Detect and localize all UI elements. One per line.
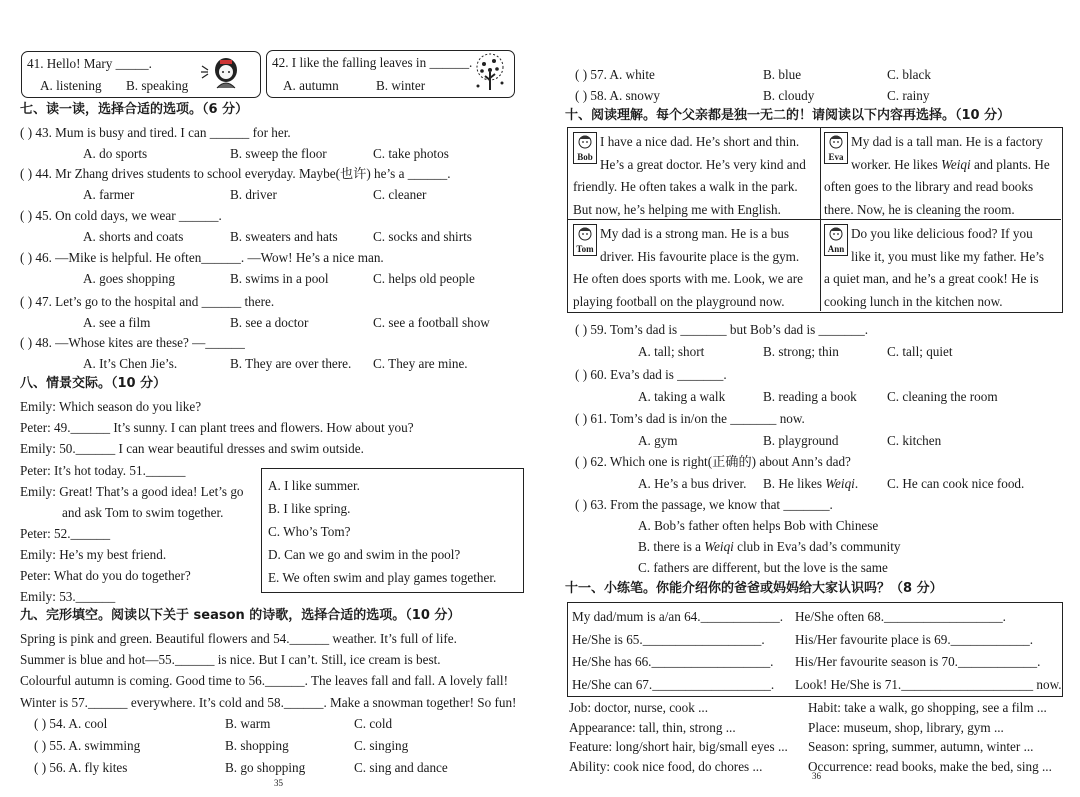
- question-option: B. reading a book: [763, 389, 857, 404]
- question-option: A. shorts and coats: [83, 229, 184, 244]
- question-option: B. They are over there.: [230, 356, 352, 371]
- question-option: C. cleaner: [373, 187, 427, 202]
- option-line: E. We often swim and play games together.: [268, 570, 497, 585]
- question-option: C. socks and shirts: [373, 229, 472, 244]
- avatar-eva: [824, 132, 848, 164]
- question-option: A. do sports: [83, 146, 148, 161]
- writing-line: His/Her favourite season is 70.____________.: [795, 654, 1041, 669]
- q41-option-a: A. listening: [40, 78, 102, 93]
- reading-line: playing football on the playground now.: [573, 293, 785, 309]
- question-stem: ( ) 57. A. white: [575, 67, 655, 82]
- question-option: A. farmer: [83, 187, 135, 202]
- hint-line: Appearance: tall, thin, strong ...: [569, 719, 736, 735]
- question-option: B. blue: [763, 67, 802, 82]
- reading-line: But now, he’s helping me with English.: [573, 201, 781, 217]
- reading-line: often goes to the library and read books: [824, 179, 1034, 194]
- question-stem: ( ) 62. Which one is right(正确的) about Ann’s dad?: [575, 454, 851, 469]
- question-option: C. fathers are different, but the love is the same: [638, 560, 888, 575]
- question-option: C. rainy: [887, 88, 930, 103]
- question-option: C. They are mine.: [373, 356, 468, 371]
- question-option: B. cloudy: [763, 88, 815, 103]
- option-line: A. I like summer.: [268, 478, 360, 493]
- question-stem: ( ) 63. From the passage, we know that _______.: [575, 497, 833, 512]
- hint-line: Job: doctor, nurse, cook ...: [569, 700, 709, 715]
- hint-line: Occurrence: read books, make the bed, sing ...: [808, 758, 1052, 774]
- question-option: C. take photos: [373, 146, 449, 161]
- avatar-label: Tom: [576, 244, 594, 254]
- reading-line: Do you like delicious food? If you: [851, 226, 1033, 241]
- reading-line: worker. He likes Weiqi and plants. He: [851, 156, 1050, 172]
- section-10-title: 十、阅读理解。每个父亲都是独一无二的！请阅读以下内容再选择。（10 分）: [565, 108, 1011, 123]
- question-option: B. go shopping: [225, 760, 306, 775]
- option-line: C. Who’s Tom?: [268, 524, 351, 539]
- question-option: C. kitchen: [887, 433, 942, 448]
- question-option: C. cold: [354, 716, 393, 731]
- question-option: C. helps old people: [373, 271, 475, 286]
- question-option: C. black: [887, 67, 931, 82]
- question-stem: ( ) 48. —Whose kites are these? —______: [20, 335, 245, 350]
- avatar-label: Ann: [827, 244, 845, 254]
- question-option: C. sing and dance: [354, 760, 448, 775]
- poem-line: Colourful autumn is coming. Good time to 56.______. The leaves fall and fall. A lovely fall!: [20, 673, 508, 688]
- question-option: A. tall; short: [638, 344, 705, 359]
- dialogue-line: Peter: What do you do together?: [20, 568, 191, 583]
- hint-line: Habit: take a walk, go shopping, see a film ...: [808, 700, 1047, 715]
- question-stem: ( ) 61. Tom’s dad is in/on the _______ now.: [575, 411, 805, 426]
- hint-line: Season: spring, summer, autumn, winter ...: [808, 739, 1034, 754]
- question-option: B. swims in a pool: [230, 271, 329, 286]
- dialogue-line: Emily: 53.______: [20, 589, 116, 604]
- reading-grid-hline: [567, 219, 1061, 220]
- avatar-ann: [824, 224, 848, 256]
- question-option: C. cleaning the room: [887, 389, 998, 404]
- question-option: C. He can cook nice food.: [887, 476, 1025, 491]
- reading-line: driver. His favourite place is the gym.: [600, 248, 800, 264]
- dialogue-line: Peter: 49.______ It’s sunny. I can plant trees and flowers. How about you?: [20, 420, 414, 435]
- question-option: A. goes shopping: [83, 271, 175, 286]
- q41-text: 41. Hello! Mary _____.: [27, 56, 152, 71]
- question-option: B. playground: [763, 433, 839, 448]
- question-option: B. sweaters and hats: [230, 229, 338, 244]
- reading-line: My dad is a tall man. He is a factory: [851, 134, 1043, 149]
- option-line: B. I like spring.: [268, 501, 351, 516]
- question-stem: ( ) 55. A. swimming: [34, 738, 141, 753]
- question-stem: ( ) 47. Let’s go to the hospital and ______ there.: [20, 294, 275, 309]
- q41-option-b: B. speaking: [126, 78, 189, 93]
- reading-line: He often does sports with me. Look, we are: [573, 271, 803, 286]
- dialogue-line: Peter: It’s hot today. 51.______: [20, 463, 186, 478]
- question-stem: ( ) 44. Mr Zhang drives students to school everyday. Maybe(也许) he’s a ______.: [20, 166, 451, 181]
- reading-line: He’s a great doctor. He’s very kind and: [600, 156, 806, 172]
- section-9-title: 九、完形填空。阅读以下关于 season 的诗歌，选择合适的选项。（10 分）: [20, 608, 461, 623]
- question-stem: ( ) 56. A. fly kites: [34, 760, 128, 775]
- question-option: B. warm: [225, 716, 271, 731]
- question-option: A. He’s a bus driver.: [638, 476, 747, 491]
- tree-leaves-illustration: [470, 52, 510, 94]
- question-option: B. He likes Weiqi.: [763, 476, 859, 491]
- question-option: A. see a film: [83, 315, 151, 330]
- question-option: B. there is a Weiqi club in Eva’s dad’s community: [638, 539, 901, 554]
- question-option: B. strong; thin: [763, 344, 839, 359]
- poem-line: Spring is pink and green. Beautiful flowers and 54.______ weather. It’s full of life.: [20, 631, 457, 646]
- question-stem: ( ) 60. Eva’s dad is _______.: [575, 367, 727, 382]
- question-stem: ( ) 46. —Mike is helpful. He often______. —Wow! He’s a nice man.: [20, 250, 384, 265]
- question-stem: ( ) 45. On cold days, we wear ______.: [20, 208, 222, 223]
- question-stem: ( ) 54. A. cool: [34, 716, 108, 731]
- writing-line: Look! He/She is 71.____________________ now.: [795, 676, 1062, 692]
- writing-line: He/She has 66.__________________.: [572, 654, 774, 669]
- poem-line: Summer is blue and hot—55.______ is nice. But I can’t. Still, ice cream is best.: [20, 652, 441, 667]
- section-7-title: 七、读一读，选择合适的选项。（6 分）: [20, 102, 249, 117]
- question-option: B. sweep the floor: [230, 146, 327, 161]
- section-8-title: 八、情景交际。（10 分）: [20, 376, 167, 391]
- avatar-tom: [573, 224, 597, 256]
- q42-option-b: B. winter: [376, 78, 426, 93]
- dialogue-line: Emily: 50.______ I can wear beautiful dresses and swim outside.: [20, 441, 364, 456]
- hint-line: Feature: long/short hair, big/small eyes ...: [569, 739, 788, 754]
- writing-line: He/She often 68.__________________.: [795, 609, 1006, 624]
- page-number-right: 36: [812, 771, 821, 781]
- writing-line: He/She is 65.__________________.: [572, 631, 765, 647]
- avatar-bob: [573, 132, 597, 164]
- reading-line: My dad is a strong man. He is a bus: [600, 226, 789, 241]
- girl-listening-illustration: [196, 54, 252, 94]
- page-number-left: 35: [274, 778, 283, 788]
- avatar-label: Eva: [828, 152, 844, 162]
- reading-line: cooking lunch in the kitchen now.: [824, 293, 1003, 309]
- question-stem: ( ) 59. Tom’s dad is _______ but Bob’s dad is _______.: [575, 322, 868, 337]
- hint-line: Ability: cook nice food, do chores ...: [569, 758, 763, 774]
- dialogue-line: Peter: 52.______: [20, 526, 111, 541]
- question-stem: ( ) 58. A. snowy: [575, 88, 660, 103]
- question-option: A. It’s Chen Jie’s.: [83, 356, 178, 371]
- reading-line: a quiet man, and he’s a great cook! He is: [824, 271, 1039, 286]
- reading-line: friendly. He often takes a walk in the park.: [573, 179, 798, 194]
- question-option: B. see a doctor: [230, 315, 309, 330]
- dialogue-line: Emily: He’s my best friend.: [20, 547, 167, 562]
- q42-option-a: A. autumn: [283, 78, 339, 93]
- question-option: B. driver: [230, 187, 277, 202]
- question-option: C. singing: [354, 738, 409, 753]
- poem-line: Winter is 57.______ everywhere. It’s cold and 58.______. Make a snowman together! So fun!: [20, 695, 517, 710]
- reading-line: like it, you must like my father. He’s: [851, 248, 1045, 264]
- writing-line: His/Her favourite place is 69.____________.: [795, 631, 1034, 647]
- question-option: A. Bob’s father often helps Bob with Chinese: [638, 518, 879, 533]
- dialogue-line: Emily: Which season do you like?: [20, 399, 202, 414]
- question-option: B. shopping: [225, 738, 289, 753]
- reading-line: there. Now, he is cleaning the room.: [824, 201, 1015, 217]
- question-stem: ( ) 43. Mum is busy and tired. I can ______ for her.: [20, 125, 291, 140]
- avatar-label: Bob: [577, 152, 593, 162]
- writing-line: My dad/mum is a/an 64.____________.: [572, 609, 783, 624]
- dialogue-line: and ask Tom to swim together.: [62, 505, 224, 520]
- question-option: A. taking a walk: [638, 389, 726, 404]
- section-11-title: 十一、小练笔。你能介绍你的爸爸或妈妈给大家认识吗？（8 分）: [565, 581, 943, 596]
- writing-line: He/She can 67.__________________.: [572, 676, 775, 692]
- question-option: A. gym: [638, 433, 678, 448]
- q42-text: 42. I like the falling leaves in ______.: [272, 55, 473, 70]
- question-option: C. tall; quiet: [887, 344, 953, 359]
- dialogue-line: Emily: Great! That’s a good idea! Let’s go: [20, 484, 244, 499]
- option-line: D. Can we go and swim in the pool?: [268, 547, 461, 562]
- question-option: C. see a football show: [373, 315, 490, 330]
- hint-line: Place: museum, shop, library, gym ...: [808, 719, 1004, 735]
- reading-line: I have a nice dad. He’s short and thin.: [600, 134, 800, 149]
